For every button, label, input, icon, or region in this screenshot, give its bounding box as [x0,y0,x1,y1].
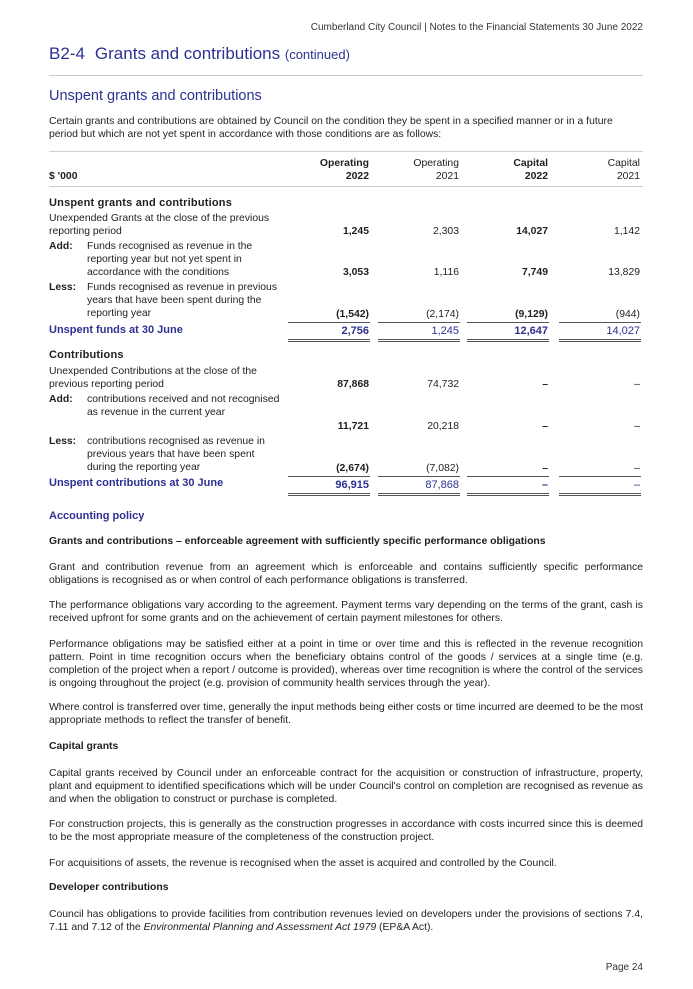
table-cell: 96,915 [335,479,369,491]
table-cell: 87,868 [425,479,459,491]
policy-paragraph: Performance obligations may be satisfied either at a point in time or over time and this is reflected in the revenue recognition pattern. Point in time recognition occurs when the beneficiary obtains control of the goods / services at a single time (e.g. completion of the project when a report / outcome is provided), whereas over time recognition is where the control of the services is ongoing throughout the project (e.g. provision of community health services through the year). [49,639,643,689]
table-cell: 14,027 [606,325,640,337]
capital-grants-subheading: Capital grants [49,741,119,752]
policy-paragraph: Council has obligations to provide facilities from contribution revenues levied on developers under the provisions of sections 7.4, 7.11 and 7.12 of the Environmental Planning and Assessment Act 1979 (EP&A Act). [49,909,643,933]
table-cell: – [634,379,640,390]
grants-total-label: Unspent funds at 30 June [49,324,183,336]
running-header: Cumberland City Council | Notes to the Financial Statements 30 June 2022 [310,22,643,33]
table-cell: 1,142 [613,226,640,237]
continued-label: (continued) [284,47,350,62]
table-cell: – [542,463,548,474]
total-double-rule [378,493,460,496]
subtotal-rule [288,322,370,323]
total-double-rule [467,339,549,342]
subtotal-rule [288,476,370,477]
policy-paragraph: Grant and contribution revenue from an agreement which is enforceable and contains sufficiently specific performance obligations is recognised as or when control of each performance obligations is transferred. [49,562,643,586]
subtotal-rule [559,476,641,477]
table-cell: 14,027 [516,226,548,237]
unspent-heading: Unspent grants and contributions [49,88,262,104]
table-cell: 7,749 [521,267,548,278]
table-cell: – [541,479,548,491]
policy-paragraph: The performance obligations vary according to the agreement. Payment terms vary depending on the terms of the grant, cash is received upfront for some grants and on the achievement of certain payment milestones for others. [49,600,643,624]
col-head-capital-2021: Capital 2021 [607,158,640,182]
contributions-add-label: Add: contributions received and not recognised as revenue in the current year [49,394,280,418]
contributions-group-heading: Contributions [49,349,124,361]
table-cell: (1,542) [336,309,369,320]
table-cell: 2,303 [432,226,459,237]
table-cell: (9,129) [515,309,548,320]
policy-paragraph: For construction projects, this is generally as the construction progresses in accordance with costs incurred since this is deemed to be the most appropriate measure of the completeness of the construction project. [49,819,643,843]
section-title-text: Grants and contributions [94,44,281,63]
title-divider [49,75,643,76]
table-cell: – [633,479,640,491]
col-head-operating-2021: Operating 2021 [413,158,459,182]
table-cell: 2,756 [341,325,369,337]
table-cell: – [542,421,548,432]
contributions-opening-label: Unexpended Contributions at the close of the previous reporting period [49,366,257,390]
subtotal-rule [467,476,549,477]
table-header-divider [49,186,643,187]
col-head-operating-2022: Operating 2022 [319,158,369,182]
total-double-rule [288,493,370,496]
table-cell: (2,174) [426,309,459,320]
table-cell: 1,245 [431,325,459,337]
act-title: Environmental Planning and Assessment Act 1979 [143,922,377,933]
col-head-capital-2022: Capital 2022 [513,158,548,182]
table-cell: 1,116 [433,267,459,278]
table-cell: 13,829 [608,267,640,278]
table-cell: 3,053 [342,267,369,278]
developer-contributions-subheading: Developer contributions [49,882,169,893]
grants-group-heading: Unspent grants and contributions [49,197,233,209]
table-cell: – [542,379,548,390]
grants-add-label: Add: Funds recognised as revenue in the reporting year but not yet spent in accordance with the conditions [49,241,253,278]
accounting-policy-heading: Accounting policy [49,510,145,522]
subtotal-rule [378,322,460,323]
grants-opening-label: Unexpended Grants at the close of the previous reporting period [49,213,270,237]
table-cell: (2,674) [336,463,369,474]
policy-paragraph: For acquisitions of assets, the revenue is recognised when the asset is acquired and controlled by the Council. [49,858,557,869]
section-number: B2-4 [49,44,85,63]
unit-label: $ '000 [49,171,78,182]
policy-subheading: Grants and contributions – enforceable agreement with sufficiently specific performance obligations [49,536,546,547]
subtotal-rule [378,476,460,477]
section-title [49,44,350,64]
page-number: Page 24 [605,962,643,973]
table-cell: 74,732 [427,379,459,390]
contributions-less-label: Less: contributions recognised as revenue in previous years that have been spent during the reporting year [49,436,265,473]
table-cell: 11,721 [337,421,369,432]
subtotal-rule [467,322,549,323]
total-double-rule [559,339,641,342]
subtotal-rule [559,322,641,323]
table-cell: (944) [615,309,640,320]
total-double-rule [378,339,460,342]
total-double-rule [559,493,641,496]
table-cell: 12,647 [514,325,548,337]
table-cell: 1,245 [342,226,369,237]
grants-less-label: Less: Funds recognised as revenue in previous years that have been spent during the reporting year [49,282,278,319]
table-cell: 87,868 [337,379,369,390]
table-cell: – [634,421,640,432]
table-cell: (7,082) [426,463,459,474]
contributions-total-label: Unspent contributions at 30 June [49,477,224,489]
total-double-rule [467,493,549,496]
table-cell: – [634,463,640,474]
unspent-intro: Certain grants and contributions are obtained by Council on the condition they be spent in a specified manner or in a future period but which are not yet spent in accordance with those conditions are as follows: [49,116,613,140]
table-cell: 20,218 [427,421,459,432]
total-double-rule [288,339,370,342]
policy-paragraph: Capital grants received by Council under an enforceable contract for the acquisition or construction of infrastructure, property, plant and equipment to identified specifications which will be under Council's control on completion are recognised as revenue as and when the obligation to construct or purchase is completed. [49,768,643,805]
table-top-divider [49,151,643,152]
policy-paragraph: Where control is transferred over time, generally the input methods being either costs or time incurred are deemed to be the most appropriate methods to reflect the transfer of benefit. [49,702,643,726]
